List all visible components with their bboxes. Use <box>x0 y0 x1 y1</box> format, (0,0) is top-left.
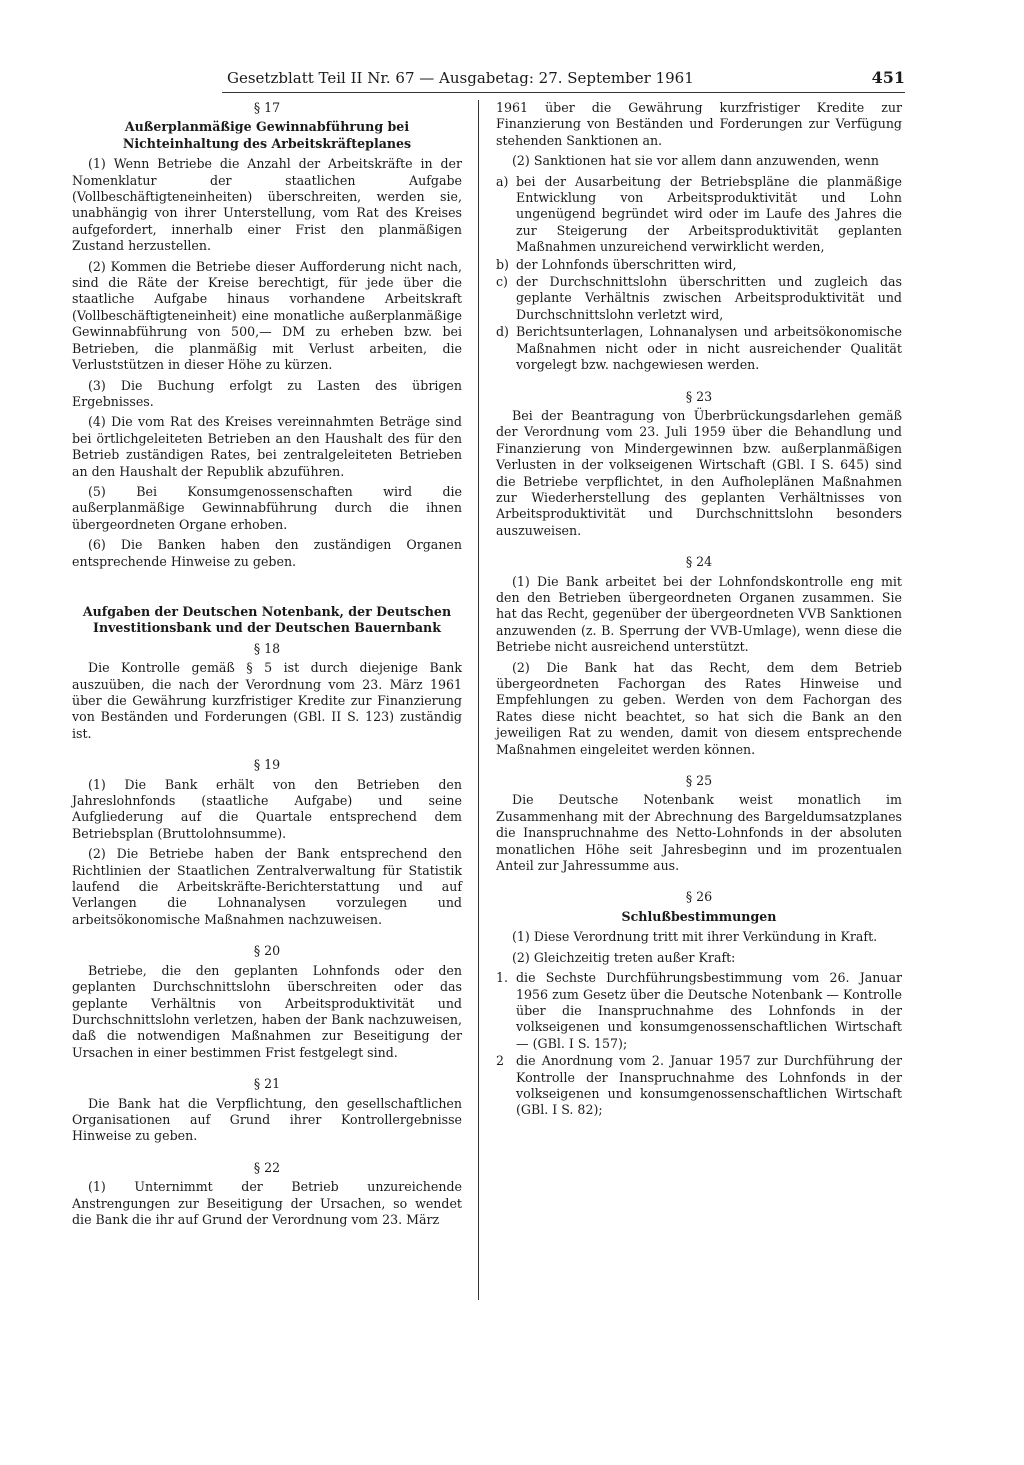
list-item <box>496 257 902 273</box>
section-22-para-2: (2) Sanktionen hat sie vor allem dann anzuwenden, wenn <box>512 153 879 169</box>
page-number: 451 <box>871 68 905 87</box>
section-20-number: § 20 <box>253 943 281 959</box>
section-26-para-1: (1) Diese Verordnung tritt mit ihrer Verkündung in Kraft. <box>512 929 878 945</box>
section-24-number: § 24 <box>685 554 713 570</box>
section-23-number: § 23 <box>685 388 713 404</box>
section-26-number: § 26 <box>685 889 713 905</box>
section-19-para-1: (1) Die Bank erhält von den Betrieben den Jahreslohnfonds (staatliche Aufgabe) und seine Aufgliederung auf die Quartale entsprechend dem Betriebsplan (Bruttolohnsumme). <box>72 776 462 841</box>
section-24-para-1: (1) Die Bank arbeitet bei der Lohnfondskontrolle eng mit den den Betrieben übergeordneten Organen zusammen. Sie hat das Recht, gegenüber der übergeordneten VVB Sanktionen anzuwenden (z. B. Sperrung der VVB-Umlage), wenn diese die Betriebe nicht ausreichend unterstützt. <box>496 573 902 655</box>
section-23-para-1: Bei der Beantragung von Überbrückungsdarlehen gemäß der Verordnung vom 23. Juli 1959 über die Behandlung und Finanzierung von Mindergewinnen bzw. außerplanmäßigen Verlusten in der volkseigenen Wirtschaft (GBl. I S. 645) sind die Betriebe verpflichtet, in den Aufholeplänen Maßnahmen zur Wiederherstellung des geplanten Verhältnisses von Arbeitsproduktivität und Durchschnittslohn besonders auszuweisen. <box>496 407 902 538</box>
section-17-para-2: (2) Kommen die Betriebe dieser Aufforderung nicht nach, sind die Räte der Kreise berechtigt, für jede über die staatliche Aufgabe hinaus vorhandene Arbeitskraft (Vollbeschäftigteneinheit) eine monatliche außerplanmäßige Gewinnabführung von 500,— DM zu erheben bzw. bei Betrieben, die planmäßig mit Verlust arbeiten, die Verluststützen in dieser Höhe zu kürzen. <box>72 258 462 373</box>
list-item <box>496 174 902 256</box>
page-header <box>215 66 905 90</box>
section-26-para-2: (2) Gleichzeitig treten außer Kraft: <box>512 949 736 965</box>
list-item <box>496 1053 902 1119</box>
list-text: die Anordnung vom 2. Januar 1957 zur Durchführung der Kontrolle der Inanspruchnahme des Lohnfonds in der volkseigenen und konsumgenossenschaftlichen Wirtschaft (GBl. I S. 82); <box>516 1053 902 1118</box>
list-text: der Lohnfonds überschritten wird, <box>516 256 737 272</box>
list-marker: 1. <box>496 970 509 986</box>
list-marker: c) <box>496 274 508 290</box>
right-column <box>496 100 902 1120</box>
list-marker: d) <box>496 324 509 340</box>
list-marker: a) <box>496 173 509 189</box>
section-24-para-2: (2) Die Bank hat das Recht, dem dem Betrieb übergeordneten Fachorgan des Rates Hinweise und Empfehlungen zu geben. Werden von dem Fachorgan des Rates diese nicht beachtet, so hat sich die Bank an den jeweiligen Rat zu wenden, damit von diesem entsprechende Maßnahmen eingeleitet werden können. <box>496 659 902 757</box>
list-item <box>496 274 902 323</box>
bank-tasks-heading: Aufgaben der Deutschen Notenbank, der Deutschen Investitionsbank und der Deutschen Bauernbank <box>82 603 452 636</box>
section-25-number: § 25 <box>685 773 713 789</box>
column-divider <box>478 100 479 1300</box>
list-marker: b) <box>496 256 509 272</box>
section-22-continuation: 1961 über die Gewährung kurzfristiger Kredite zur Finanzierung von Beständen und Forderungen zur Verfügung stehenden Sanktionen an. <box>496 100 902 148</box>
section-17-para-5: (5) Bei Konsumgenossenschaften wird die außerplanmäßige Gewinnabführung durch die ihnen übergeordneten Organe erhoben. <box>72 483 462 532</box>
list-marker: 2 <box>496 1053 505 1069</box>
section-17-heading: Außerplanmäßige Gewinnabführung bei Nichteinhaltung des Arbeitskräfteplanes <box>122 119 412 151</box>
section-22-number: § 22 <box>253 1159 281 1175</box>
list-text: die Sechste Durchführungsbestimmung vom 26. Januar 1956 zum Gesetz über die Deutsche Notenbank — Kontrolle über die Inanspruchnahme des Lohnfonds in der volkseigenen und konsumgenossenschaftlichen Wirtschaft — (GBl. I S. 157); <box>516 970 902 1051</box>
section-25-para-1: Die Deutsche Notenbank weist monatlich im Zusammenhang mit der Abrechnung des Bargeldumsatzplanes die Inanspruchnahme des Netto-Lohnfonds in der absoluten monatlichen Höhe seit Jahresbeginn und im prozentualen Anteil zur Jahressumme aus. <box>496 792 902 874</box>
list-text: Berichtsunterlagen, Lohnanalysen und arbeitsökonomische Maßnahmen nicht oder in nicht ausreichender Qualität vorgelegt bzw. nachgewiesen werden. <box>516 324 902 373</box>
section-21-para-1: Die Bank hat die Verpflichtung, den gesellschaftlichen Organisationen auf Grund ihrer Kontrollergebnisse Hinweise zu geben. <box>72 1095 462 1144</box>
header-title: Gesetzblatt Teil II Nr. 67 — Ausgabetag: 27. September 1961 <box>227 69 694 87</box>
list-text: bei der Ausarbeitung der Betriebspläne die planmäßige Entwicklung von Arbeitsproduktivität und Lohn ungenügend begründet wird oder im Laufe des Jahres die zur Steigerung der Arbeitsproduktivität geplanten Maßnahmen unzureichend verwirklicht werden, <box>516 173 902 255</box>
section-22-para-1: (1) Unternimmt der Betrieb unzureichende Anstrengungen zur Beseitigung der Ursachen, so wendet die Bank die ihr auf Grund der Verordnung vom 23. März <box>72 1179 462 1227</box>
list-item <box>496 970 902 1052</box>
section-17-para-6: (6) Die Banken haben den zuständigen Organen entsprechende Hinweise zu geben. <box>72 537 462 569</box>
left-column <box>72 100 462 1232</box>
section-26-heading: Schlußbestimmungen <box>621 908 777 924</box>
section-17-number: § 17 <box>253 100 281 115</box>
section-19-number: § 19 <box>253 757 281 773</box>
section-20-para-1: Betriebe, die den geplanten Lohnfonds oder den geplanten Durchschnittslohn überschreiten oder das geplante Verhältnis von Arbeitsproduktivität und Durchschnittslohn verletzen, haben der Bank nachzuweisen, daß die notwendigen Maßnahmen zur Beseitigung der Ursachen in einer bestimmen Frist festgelegt sind. <box>72 962 462 1060</box>
header-rule <box>222 92 905 93</box>
section-17-para-3: (3) Die Buchung erfolgt zu Lasten des übrigen Ergebnisses. <box>72 377 462 409</box>
section-18-para-1: Die Kontrolle gemäß § 5 ist durch diejenige Bank auszuüben, die nach der Verordnung vom 23. März 1961 über die Gewährung kurzfristiger Kredite zur Finanzierung von Beständen und Forderungen (GBl. II S. 123) zuständig ist. <box>72 660 462 741</box>
list-item <box>496 324 902 373</box>
section-21-number: § 21 <box>253 1076 281 1092</box>
section-19-para-2: (2) Die Betriebe haben der Bank entsprechend den Richtlinien der Staatlichen Zentralverwaltung für Statistik laufend die Arbeitskräfte-Berichterstattung und auf Verlangen die Lohnanalysen vorzulegen und arbeitsökonomische Maßnahmen nachzuweisen. <box>72 846 462 927</box>
section-17-para-4: (4) Die vom Rat des Kreises vereinnahmten Beträge sind bei örtlichgeleiteten Betrieben an den Haushalt des für den Betrieb zuständigen Rates, bei zentralgeleiteten Betrieben an den Haushalt der Republik abzuführen. <box>72 414 462 479</box>
section-17-para-1: (1) Wenn Betriebe die Anzahl der Arbeitskräfte in der Nomenklatur der staatlichen Aufgabe (Vollbeschäftigteneinheiten) überschreiten, werden sie, unabhängig von ihrer Unterstellung, vom Rat des Kreises aufgefordert, innerhalb einer Frist den planmäßigen Zustand herzustellen. <box>72 156 462 254</box>
list-text: der Durchschnittslohn überschritten und zugleich das geplante Verhältnis zwischen Arbeitsproduktivität und Durchschnittslohn verletzt wird, <box>516 274 902 322</box>
section-18-number: § 18 <box>253 640 281 656</box>
